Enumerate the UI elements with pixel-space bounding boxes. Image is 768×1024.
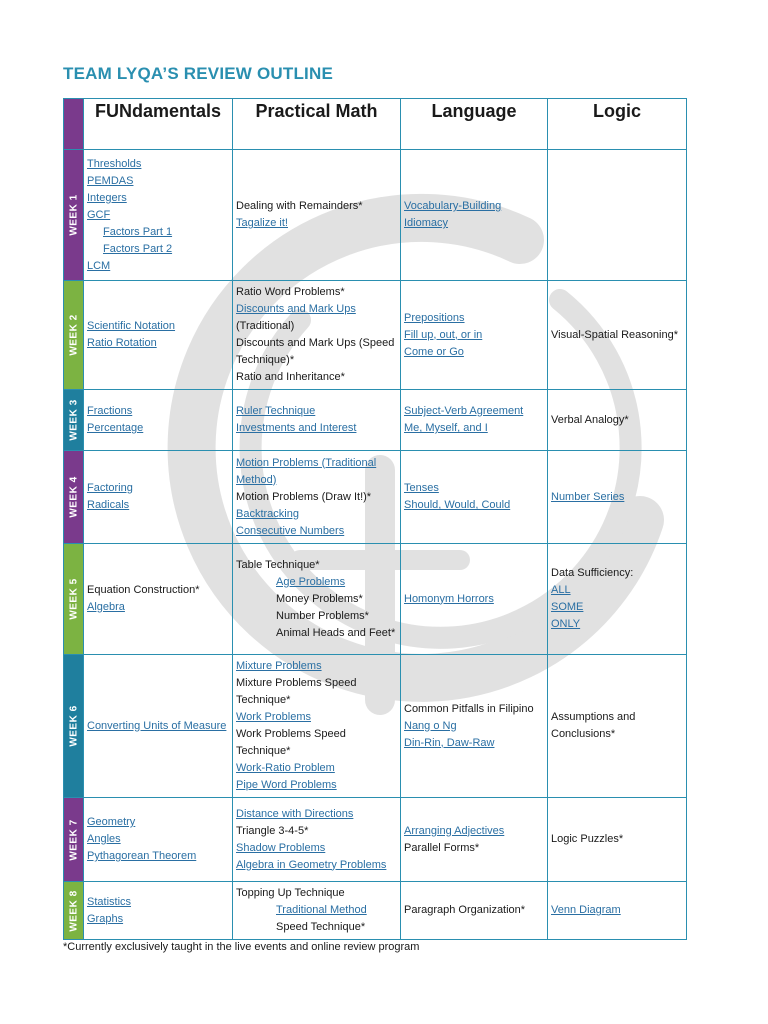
week-4-practical-math <box>233 451 401 544</box>
page-title: TEAM LYQA’S REVIEW OUTLINE <box>63 64 333 83</box>
topic-link[interactable]: Age Problems <box>276 575 346 588</box>
week-2-practical-math <box>233 281 401 390</box>
week-4-logic <box>548 451 687 544</box>
topic-link[interactable]: Should, Would, Could <box>404 499 511 511</box>
topic-text: Work Problems Speed Technique* <box>236 728 346 757</box>
header-logic: Logic <box>548 99 687 150</box>
week-5-fundamentals <box>84 544 233 655</box>
topic-text: Ratio and Inheritance* <box>236 371 345 383</box>
topic-text: Assumptions and Conclusions* <box>551 711 636 740</box>
week-4-row <box>64 451 687 544</box>
topic-link[interactable]: Nang o Ng <box>404 719 457 732</box>
header-corner <box>64 99 84 150</box>
week-7-practical-math <box>233 798 401 882</box>
header-row <box>64 99 687 150</box>
topic-link[interactable]: Din-Rin, Daw-Raw <box>404 736 495 749</box>
topic-link[interactable]: Motion Problems (Traditional Method) <box>236 456 377 486</box>
header-language: Language <box>401 99 548 150</box>
week-5-row <box>64 544 687 655</box>
topic-link[interactable]: Me, Myself, and I <box>404 422 488 434</box>
week-3-logic <box>548 390 687 451</box>
topic-text: Parallel Forms* <box>404 841 480 854</box>
topic-link[interactable]: ALL <box>551 584 571 596</box>
topic-link[interactable]: Prepositions <box>404 311 465 324</box>
topic-link[interactable]: GCF <box>87 208 111 221</box>
topic-link[interactable]: Fill up, out, or in <box>404 328 483 341</box>
week-1-label: WEEK 1 <box>64 150 84 281</box>
topic-text: Logic Puzzles* <box>551 833 624 845</box>
topic-link[interactable]: Ruler Technique <box>236 405 316 417</box>
week-8-practical-math <box>233 882 401 940</box>
week-4-fundamentals <box>84 451 233 544</box>
week-3-practical-math <box>233 390 401 451</box>
topic-text: (Traditional) <box>236 320 295 332</box>
topic-link[interactable]: Subject-Verb Agreement <box>404 405 524 417</box>
topic-link[interactable]: Arranging Adjectives <box>404 824 505 837</box>
review-outline-table <box>63 98 687 940</box>
topic-text: Table Technique* <box>236 558 320 571</box>
topic-text: Data Sufficiency: <box>551 567 634 579</box>
week-6-fundamentals <box>84 655 233 798</box>
week-4-label: WEEK 4 <box>64 451 84 544</box>
week-2-language <box>401 281 548 390</box>
topic-link[interactable]: Factors Part 1 <box>103 225 173 238</box>
week-5-logic <box>548 544 687 655</box>
topic-link[interactable]: Backtracking <box>236 507 299 520</box>
topic-link[interactable]: Factoring <box>87 482 133 494</box>
topic-link[interactable]: Graphs <box>87 912 124 925</box>
topic-text: Equation Construction* <box>87 584 200 596</box>
topic-text: Triangle 3-4-5* <box>236 824 309 837</box>
topic-link[interactable]: Number Series <box>551 490 625 503</box>
topic-link[interactable]: Shadow Problems <box>236 841 326 854</box>
topic-link[interactable]: Distance with Directions <box>236 807 354 820</box>
topic-link[interactable]: Idiomacy <box>404 217 449 229</box>
topic-text: Mixture Problems Speed Technique* <box>236 677 357 706</box>
week-8-label: WEEK 8 <box>64 882 84 940</box>
week-5-label: WEEK 5 <box>64 544 84 655</box>
week-5-language <box>401 544 548 655</box>
topic-link[interactable]: Percentage <box>87 422 144 434</box>
week-1-language <box>401 150 548 281</box>
week-8-fundamentals <box>84 882 233 940</box>
header-practical-math: Practical Math <box>233 99 401 150</box>
topic-link[interactable]: Algebra in Geometry Problems <box>236 858 387 871</box>
week-7-fundamentals <box>84 798 233 882</box>
topic-text: Visual-Spatial Reasoning* <box>551 328 678 341</box>
week-7-logic <box>548 798 687 882</box>
week-2-row <box>64 281 687 390</box>
topic-link[interactable]: Ratio Rotation <box>87 337 157 349</box>
topic-text: Common Pitfalls in Filipino <box>404 702 534 715</box>
week-6-label: WEEK 6 <box>64 655 84 798</box>
week-6-logic <box>548 655 687 798</box>
topic-link[interactable]: Traditional Method <box>276 904 367 916</box>
week-1-row <box>64 150 687 281</box>
topic-link[interactable]: Algebra <box>87 601 125 613</box>
week-2-logic <box>548 281 687 390</box>
topic-link[interactable]: ONLY <box>551 618 581 630</box>
topic-link[interactable]: Pythagorean Theorem <box>87 850 197 862</box>
topic-link[interactable]: Pipe Word Problems <box>236 779 337 791</box>
topic-link[interactable]: Vocabulary-Building <box>404 200 502 212</box>
week-1-practical-math <box>233 150 401 281</box>
header-fundamentals: FUNdamentals <box>84 99 233 150</box>
week-7-label: WEEK 7 <box>64 798 84 882</box>
week-8-language <box>401 882 548 940</box>
week-4-language <box>401 451 548 544</box>
week-3-fundamentals <box>84 390 233 451</box>
topic-link[interactable]: Radicals <box>87 499 130 511</box>
week-7-row <box>64 798 687 882</box>
week-2-label: WEEK 2 <box>64 281 84 390</box>
topic-link[interactable]: LCM <box>87 259 111 272</box>
topic-link[interactable]: Thresholds <box>87 157 142 170</box>
week-6-language <box>401 655 548 798</box>
topic-link[interactable]: SOME <box>551 601 584 613</box>
footnote: *Currently exclusively taught in the live events and online review program <box>63 941 420 953</box>
week-6-row <box>64 655 687 798</box>
week-3-language <box>401 390 548 451</box>
week-5-practical-math <box>233 544 401 655</box>
topic-text: Ratio Word Problems* <box>236 286 345 298</box>
topic-link[interactable]: Consecutive Numbers <box>236 524 345 537</box>
topic-text: Speed Technique* <box>276 921 366 933</box>
topic-link[interactable]: Geometry <box>87 816 136 828</box>
week-6-practical-math <box>233 655 401 798</box>
topic-link[interactable]: Discounts and Mark Ups <box>236 303 356 315</box>
topic-link[interactable]: Converting Units of Measure <box>87 719 227 732</box>
week-1-fundamentals <box>84 150 233 281</box>
week-3-row <box>64 390 687 451</box>
topic-text: Number Problems* <box>276 609 369 622</box>
topic-link[interactable]: Tagalize it! <box>236 217 288 229</box>
week-3-label: WEEK 3 <box>64 390 84 451</box>
topic-text: Money Problems* <box>276 592 363 605</box>
topic-text: Motion Problems (Draw It!)* <box>236 490 372 503</box>
topic-link[interactable]: Factors Part 2 <box>103 242 173 255</box>
topic-link[interactable]: Venn Diagram <box>551 904 621 916</box>
topic-link[interactable]: Work Problems <box>236 711 311 723</box>
topic-link[interactable]: Mixture Problems <box>236 660 322 672</box>
topic-text: Animal Heads and Feet* <box>276 626 396 639</box>
week-2-fundamentals <box>84 281 233 390</box>
topic-link[interactable]: Homonym Horrors <box>404 592 494 605</box>
topic-text: Topping Up Technique <box>236 887 345 899</box>
topic-text: Dealing with Remainders* <box>236 200 363 212</box>
topic-link[interactable]: Work-Ratio Problem <box>236 762 335 774</box>
topic-text: Verbal Analogy* <box>551 413 629 426</box>
week-8-logic <box>548 882 687 940</box>
topic-link[interactable]: Come or Go <box>404 345 464 358</box>
week-1-logic <box>548 150 687 281</box>
week-7-language <box>401 798 548 882</box>
topic-link[interactable]: Angles <box>87 833 121 845</box>
topic-link[interactable]: Investments and Interest <box>236 422 357 434</box>
topic-link[interactable]: Statistics <box>87 895 132 908</box>
topic-link[interactable]: Fractions <box>87 405 133 417</box>
topic-link[interactable]: Integers <box>87 191 127 204</box>
topic-link[interactable]: Scientific Notation <box>87 320 176 332</box>
week-8-row <box>64 882 687 940</box>
topic-text: Paragraph Organization* <box>404 904 526 916</box>
topic-link[interactable]: Tenses <box>404 482 439 494</box>
topic-link[interactable]: PEMDAS <box>87 174 134 187</box>
topic-text: Discounts and Mark Ups (Speed Technique)* <box>236 337 395 366</box>
